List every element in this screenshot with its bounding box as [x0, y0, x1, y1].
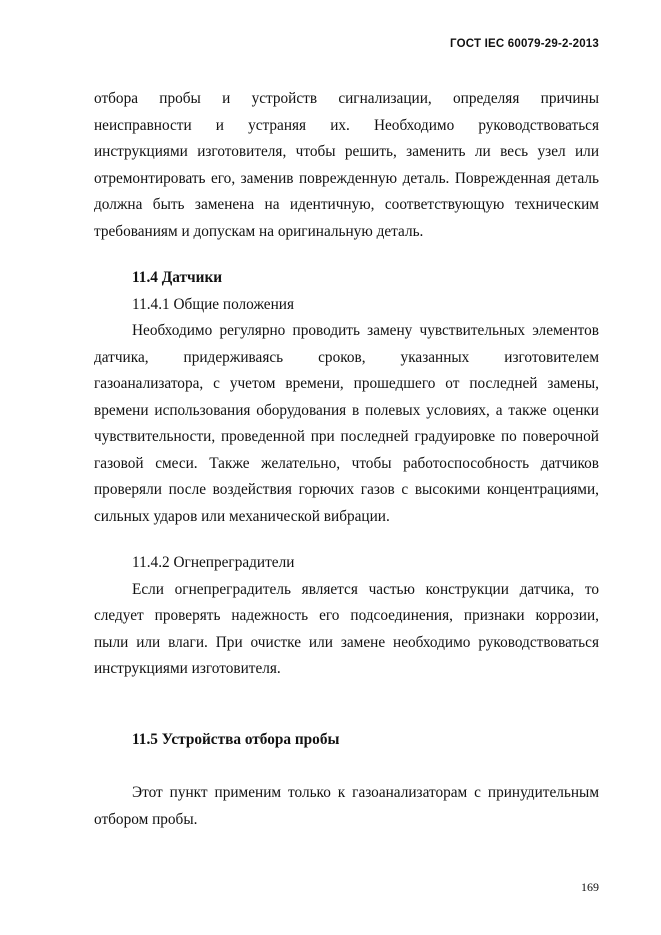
- text-line: отремонтировать его, заменив поврежденную деталь. Поврежденная деталь: [94, 169, 599, 187]
- paragraph-11-4-2: [94, 577, 599, 683]
- paragraph-continuation: [94, 86, 599, 245]
- page-body: [94, 86, 599, 833]
- text-line: инструкциями изготовителя.: [94, 660, 281, 677]
- paragraph-11-5: [94, 780, 599, 833]
- text-line: Этот пункт применим только к газоанализаторам с принудительным: [132, 784, 599, 801]
- text-line: отбором пробы.: [94, 810, 198, 828]
- text-line: пыли или влаги. При очистке или замене необходимо руководствоваться: [94, 633, 599, 651]
- paragraph-11-4-1: [94, 318, 599, 530]
- text-line: Необходимо регулярно проводить замену чувствительных элементов: [132, 322, 599, 339]
- text-line: отбора пробы и устройств сигнализации, определяя причины: [94, 90, 599, 107]
- text-line: следует проверять надежность его подсоединения, признаки коррозии,: [94, 607, 599, 624]
- subsection-heading-11-4-1: 11.4.1 Общие положения: [132, 295, 295, 313]
- text-line: проверяли после воздействия горючих газов с высокими концентрациями,: [94, 481, 599, 498]
- text-line: неисправности и устраняя их. Необходимо руководствоваться: [94, 116, 599, 134]
- text-line: чувствительности, проведенной при последней градуировке по поверочной: [94, 428, 599, 445]
- section-heading-11-5: 11.5 Устройства отбора пробы: [132, 730, 340, 748]
- text-line: газоанализатора, с учетом времени, прошедшего от последней замены,: [94, 375, 599, 392]
- text-line: сильных ударов или механической вибрации.: [94, 507, 390, 525]
- subsection-heading-11-4-2: 11.4.2 Огнепреградители: [132, 554, 295, 571]
- text-line: требованиям и допускам на оригинальную деталь.: [94, 222, 424, 240]
- text-line: газовой смеси. Также желательно, чтобы работоспособность датчиков: [94, 454, 599, 472]
- text-line: датчика, придерживаясь сроков, указанных изготовителем: [94, 348, 599, 366]
- text-line: времени использования оборудования в полевых условиях, а также оценки: [94, 401, 599, 419]
- document-header: ГОСТ IEC 60079-29-2-2013: [450, 38, 599, 50]
- text-line: Если огнепреградитель является частью конструкции датчика, то: [132, 580, 599, 598]
- page-number: 169: [581, 880, 599, 894]
- text-line: должна быть заменена на идентичную, соответствующую техническим: [94, 196, 599, 213]
- section-heading-11-4: 11.4 Датчики: [132, 269, 223, 286]
- text-line: инструкциями изготовителя, чтобы решить, заменить ли весь узел или: [94, 143, 599, 160]
